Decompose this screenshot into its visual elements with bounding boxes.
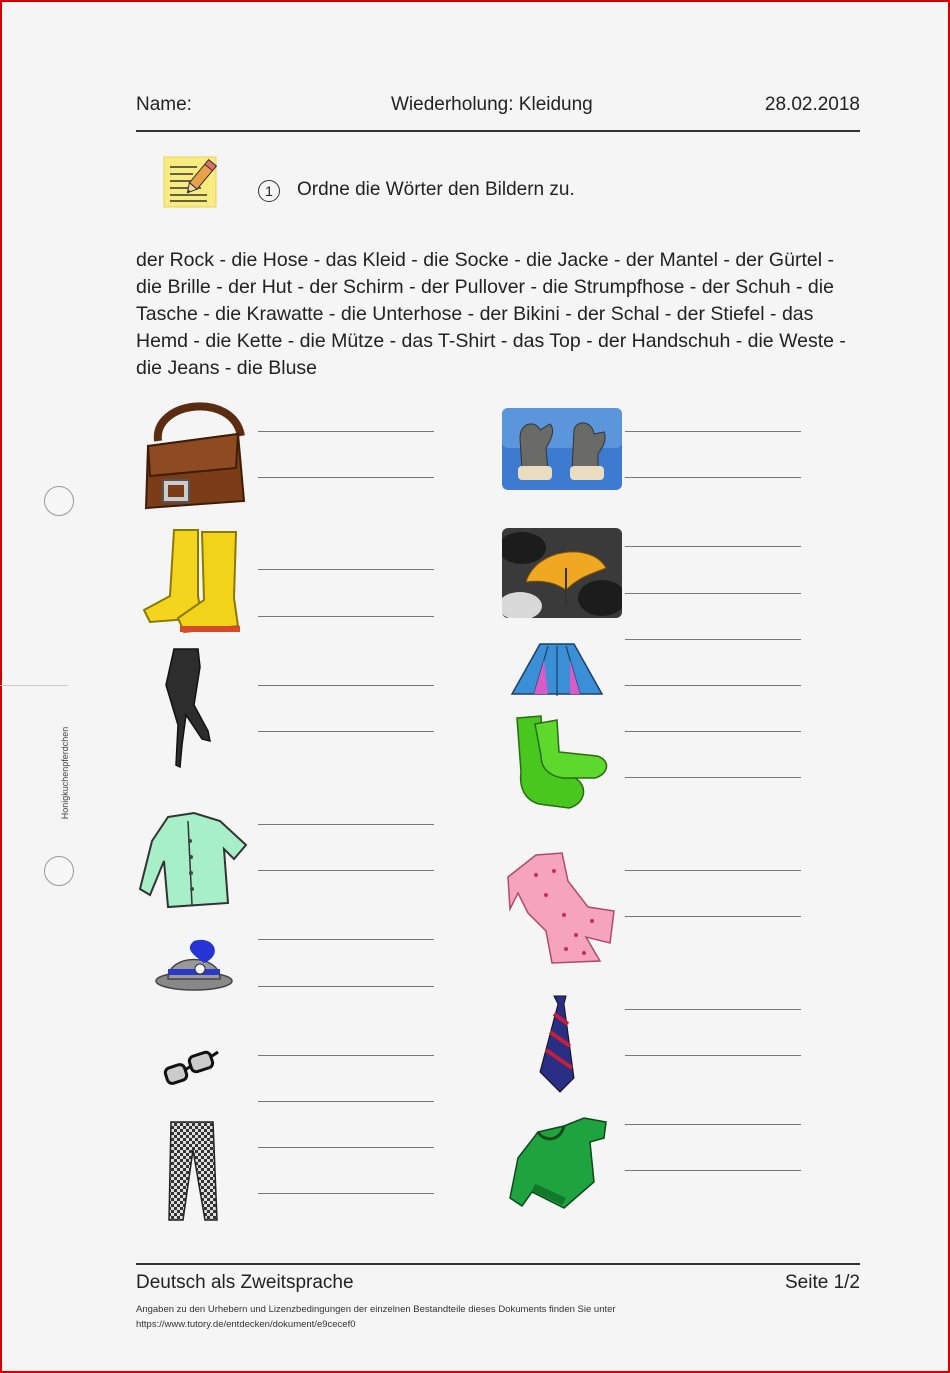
tie-picture [538, 994, 578, 1099]
answer-line[interactable] [258, 477, 434, 478]
answer-line[interactable] [625, 685, 801, 686]
answer-line[interactable] [625, 1009, 801, 1010]
name-label: Name: [136, 94, 192, 115]
answer-line[interactable] [258, 1101, 434, 1102]
answer-line[interactable] [258, 731, 434, 732]
answer-line[interactable] [625, 1170, 801, 1171]
hat-picture [154, 935, 234, 998]
trousers-picture [165, 1120, 219, 1229]
license-link[interactable]: https://www.tutory.de/entdecken/dokument/e9cecef0 [136, 1319, 356, 1330]
answer-line[interactable] [625, 477, 801, 478]
answer-line[interactable] [625, 546, 801, 547]
skirt-picture [510, 640, 604, 711]
socks-picture [505, 712, 611, 821]
answer-line[interactable] [625, 431, 801, 432]
answer-line[interactable] [258, 939, 434, 940]
worksheet-date: 28.02.2018 [764, 94, 860, 115]
punch-hole-bottom [44, 856, 74, 886]
worksheet-title: Wiederholung: Kleidung [391, 94, 593, 115]
shirt-picture [138, 811, 250, 916]
fold-mark [0, 685, 68, 686]
answer-line[interactable] [625, 1124, 801, 1125]
pencil-notepad-icon [163, 155, 217, 209]
dress-picture [506, 851, 618, 972]
answer-line[interactable] [258, 1147, 434, 1148]
rain-boots-picture [142, 526, 242, 641]
word-list: der Rock - die Hose - das Kleid - die Socke - die Jacke - der Mantel - der Gürtel - die Brille - der Hut - der Schirm - der Pullover - die Strumpfhose - der Schuh - die Tasche - die Krawatte - die Unterhose - der Bikini - der Schal - der Stiefel - das Hemd - die Kette - die Mütze - das T-Shirt - das Top - der Handschuh - die Weste - die Jeans - die Bluse [136, 249, 846, 379]
header-rule [136, 130, 860, 132]
answer-line[interactable] [258, 986, 434, 987]
gloves-picture [502, 408, 622, 495]
punch-hole-top [44, 486, 74, 516]
answer-line[interactable] [258, 685, 434, 686]
answer-line[interactable] [625, 1055, 801, 1056]
answer-line[interactable] [258, 824, 434, 825]
footer-page: Seite 1/2 [785, 1272, 860, 1293]
answer-line[interactable] [625, 777, 801, 778]
tights-picture [160, 645, 216, 775]
task-number: 1 [258, 180, 280, 202]
footer-rule [136, 1263, 860, 1265]
license-text: Angaben zu den Urhebern und Lizenzbedingungen der einzelnen Bestandteile dieses Dokuments finden Sie unter [136, 1304, 616, 1315]
answer-line[interactable] [625, 593, 801, 594]
answer-line[interactable] [625, 639, 801, 640]
answer-line[interactable] [625, 870, 801, 871]
answer-line[interactable] [258, 870, 434, 871]
answer-line[interactable] [258, 431, 434, 432]
glasses-picture [160, 1048, 220, 1097]
answer-line[interactable] [258, 616, 434, 617]
task-instruction: Ordne die Wörter den Bildern zu. [297, 179, 575, 200]
side-credit: Honigkuchenpferdchen [60, 726, 70, 820]
answer-line[interactable] [625, 731, 801, 732]
footer-subject: Deutsch als Zweitsprache [136, 1272, 354, 1293]
sweater-picture [508, 1112, 608, 1215]
answer-line[interactable] [258, 1055, 434, 1056]
answer-line[interactable] [258, 569, 434, 570]
answer-line[interactable] [625, 916, 801, 917]
answer-line[interactable] [258, 1193, 434, 1194]
umbrella-picture [502, 528, 622, 623]
handbag-picture [138, 396, 248, 519]
